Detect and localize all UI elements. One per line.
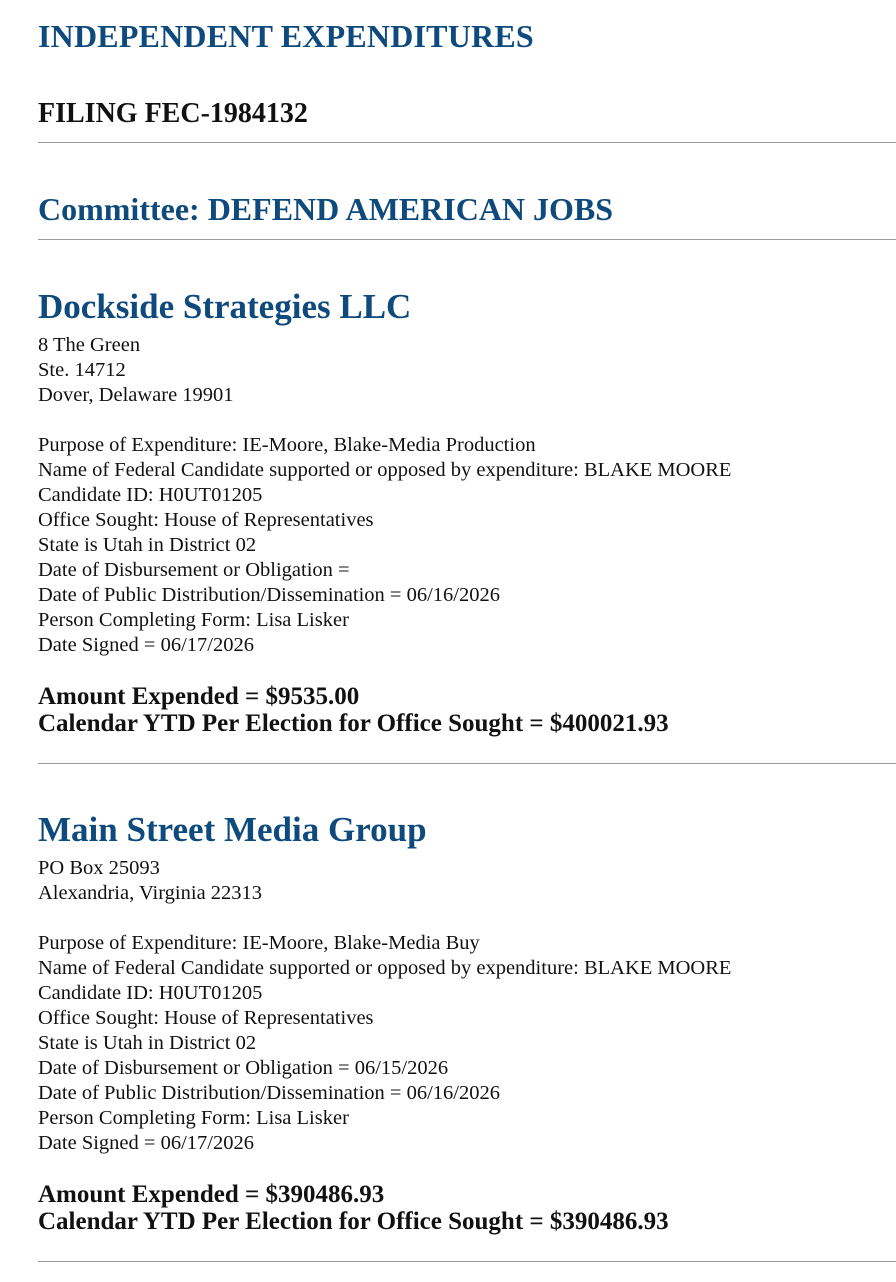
- date-disbursement: Date of Disbursement or Obligation = 06/15/2026: [38, 1057, 449, 1079]
- candidate-id: Candidate ID: H0UT01205: [38, 484, 263, 506]
- person-completing: Person Completing Form: Lisa Lisker: [38, 1107, 349, 1129]
- expenditure-purpose: Purpose of Expenditure: IE-Moore, Blake-Media Production: [38, 434, 536, 456]
- address-line: PO Box 25093: [38, 857, 160, 879]
- date-distribution: Date of Public Distribution/Dissemination = 06/16/2026: [38, 1082, 500, 1104]
- divider: [38, 763, 896, 764]
- candidate-name: Name of Federal Candidate supported or opposed by expenditure: BLAKE MOORE: [38, 459, 732, 481]
- office-sought: Office Sought: House of Representatives: [38, 1007, 374, 1029]
- date-signed: Date Signed = 06/17/2026: [38, 1132, 254, 1154]
- state-district: State is Utah in District 02: [38, 1032, 257, 1054]
- divider: [38, 239, 896, 240]
- spacer: [38, 408, 896, 433]
- candidate-id: Candidate ID: H0UT01205: [38, 982, 263, 1004]
- page-title: INDEPENDENT EXPENDITURES: [38, 18, 534, 54]
- expenditure-purpose: Purpose of Expenditure: IE-Moore, Blake-Media Buy: [38, 932, 480, 954]
- committee-heading: Committee: DEFEND AMERICAN JOBS: [38, 191, 614, 227]
- payee-name: Main Street Media Group: [38, 810, 427, 849]
- payee-name: Dockside Strategies LLC: [38, 287, 412, 326]
- spacer: [38, 906, 896, 931]
- calendar-ytd: Calendar YTD Per Election for Office Sought = $390486.93: [38, 1208, 669, 1235]
- address-line: Dover, Delaware 19901: [38, 384, 234, 406]
- candidate-name: Name of Federal Candidate supported or opposed by expenditure: BLAKE MOORE: [38, 957, 732, 979]
- person-completing: Person Completing Form: Lisa Lisker: [38, 609, 349, 631]
- divider: [38, 142, 896, 143]
- office-sought: Office Sought: House of Representatives: [38, 509, 374, 531]
- address-line: Ste. 14712: [38, 359, 126, 381]
- date-disbursement: Date of Disbursement or Obligation =: [38, 559, 350, 581]
- spacer: [38, 658, 896, 683]
- address-line: 8 The Green: [38, 334, 141, 356]
- address-line: Alexandria, Virginia 22313: [38, 882, 263, 904]
- amount-expended: Amount Expended = $390486.93: [38, 1181, 385, 1208]
- divider: [38, 1261, 896, 1262]
- date-signed: Date Signed = 06/17/2026: [38, 634, 254, 656]
- calendar-ytd: Calendar YTD Per Election for Office Sought = $400021.93: [38, 710, 669, 737]
- state-district: State is Utah in District 02: [38, 534, 257, 556]
- expenditure-entry: [38, 810, 896, 1235]
- spacer: [38, 1156, 896, 1181]
- date-distribution: Date of Public Distribution/Dissemination = 06/16/2026: [38, 584, 500, 606]
- filing-number: FILING FEC-1984132: [38, 98, 308, 129]
- amount-expended: Amount Expended = $9535.00: [38, 683, 360, 710]
- expenditure-entry: [38, 287, 896, 737]
